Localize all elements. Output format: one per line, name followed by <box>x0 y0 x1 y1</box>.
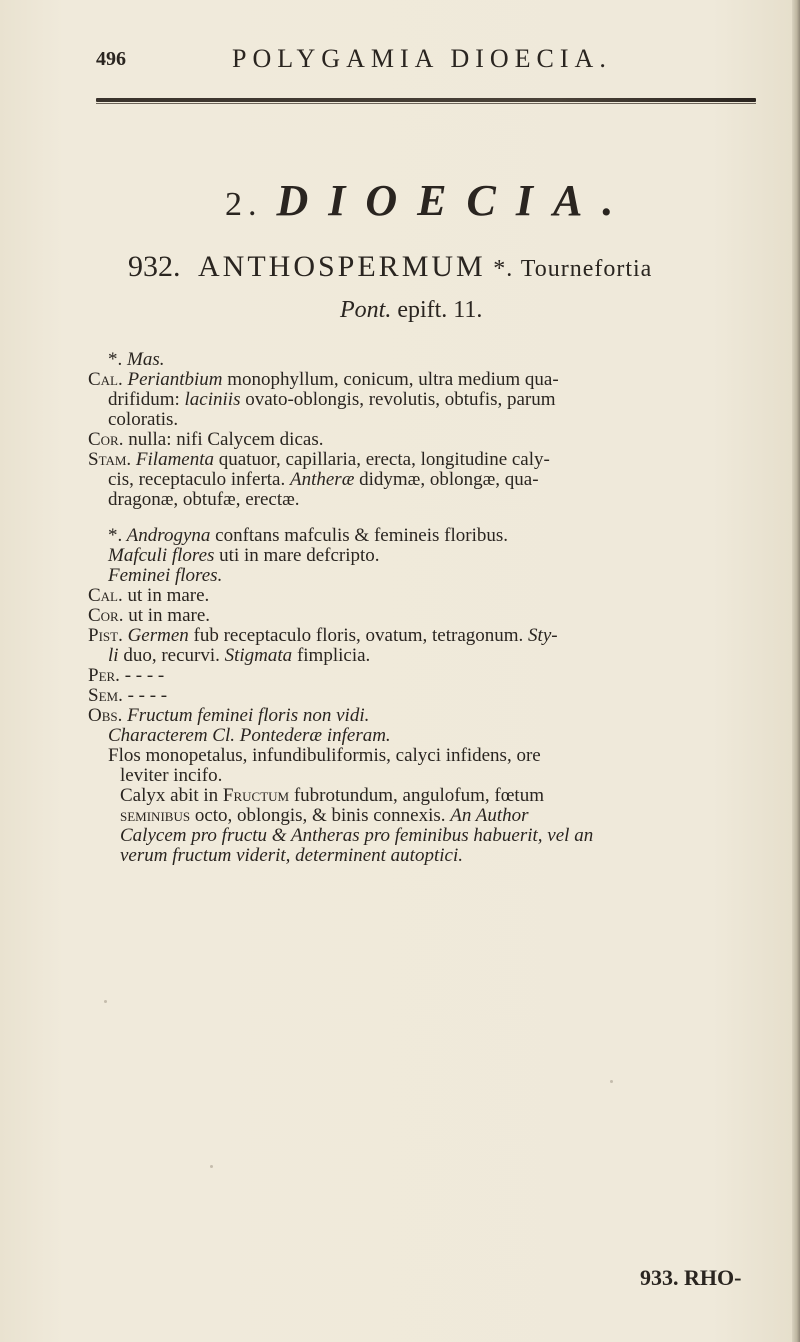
line-cal3 <box>108 410 770 430</box>
term-germen: Germen <box>122 625 189 646</box>
line-masc <box>108 546 770 566</box>
header-rule-thin <box>96 103 756 104</box>
section-title: DIOECIA. <box>276 176 634 225</box>
label-cor: Cor. <box>88 429 124 450</box>
line-calyx3 <box>120 826 770 846</box>
text-span: Fructum feminei floris non vidi. <box>122 705 370 726</box>
line-cor <box>88 430 770 450</box>
asterisk-mark: *. <box>108 349 123 370</box>
paper-speck <box>210 1165 213 1168</box>
description-text <box>88 349 770 866</box>
line-pist <box>88 626 770 646</box>
label-pist: Pist. <box>88 625 123 646</box>
term-sty: Sty- <box>528 625 558 646</box>
term-stigmata: Stigmata <box>224 645 293 666</box>
term-laciniis: laciniis <box>184 389 241 410</box>
label-cal: Cal. <box>88 585 123 606</box>
line-per <box>88 666 770 686</box>
text-span: ovato-oblongis, revolutis, obtufis, parum <box>240 389 556 410</box>
page-edge <box>792 0 800 1342</box>
line-cal <box>88 370 770 390</box>
line-cor-f <box>88 606 770 626</box>
line-calyx <box>120 786 770 806</box>
line-mas <box>108 350 770 370</box>
catchword: 933. RHO- <box>640 1265 742 1290</box>
line-flos2 <box>120 766 770 786</box>
line-cal2 <box>108 390 770 410</box>
genus-synonym: Tournefortia <box>520 256 653 282</box>
genus-number: 932. <box>128 250 181 283</box>
text-span: fub receptaculo floris, ovatum, tetragonum. <box>188 625 529 646</box>
text-span: nulla: nifi Calycem dicas. <box>123 429 324 450</box>
label-cor: Cor. <box>88 605 124 626</box>
text-span: drifidum: <box>108 389 185 410</box>
genus-ref-author: Pont. <box>340 297 392 323</box>
line-obs <box>88 706 770 726</box>
text-span: leviter incifo. <box>120 765 223 786</box>
text-span: uti in mare defcripto. <box>214 545 380 566</box>
text-span: dragonæ, obtufæ, erectæ. <box>108 489 300 510</box>
text-span: didymæ, oblongæ, qua- <box>354 469 539 490</box>
term-li: li <box>108 645 119 666</box>
genus-heading <box>128 250 652 284</box>
section-heading <box>225 175 633 226</box>
line-andro <box>108 526 770 546</box>
paper-speck <box>104 1000 107 1003</box>
term-filamenta: Filamenta <box>131 449 215 470</box>
paper-speck <box>610 1080 613 1083</box>
text-span: monophyllum, conicum, ultra medium qua- <box>222 369 559 390</box>
text-span: duo, recurvi. <box>118 645 225 666</box>
header-rule <box>96 98 756 102</box>
text-span: Flos monopetalus, infundibuliformis, calyci infidens, ore <box>108 745 541 766</box>
text-span: - - - - <box>122 685 168 706</box>
term-seminibus: seminibus <box>120 805 191 826</box>
text-span: Characterem Cl. Pontederæ inferam. <box>108 725 391 746</box>
line-stam3 <box>108 490 770 510</box>
text-span: - - - - <box>119 665 165 686</box>
text-span: Calyx abit in <box>120 785 223 806</box>
genus-mark: *. <box>493 256 514 282</box>
text-span: cis, receptaculo inferta. <box>108 469 290 490</box>
page-number: 496 <box>96 48 126 70</box>
text-span: conftans mafculis & femineis floribus. <box>210 525 508 546</box>
text-span: octo, oblongis, & binis connexis. <box>190 805 451 826</box>
genus-reference <box>340 297 482 324</box>
line-fem <box>108 566 770 586</box>
asterisk-mark: *. <box>108 525 123 546</box>
line-calyx2 <box>120 806 770 826</box>
text-span: ut in mare. <box>122 585 210 606</box>
running-title: POLYGAMIA DIOECIA. <box>232 44 612 73</box>
line-pist2 <box>108 646 770 666</box>
label-stam: Stam. <box>88 449 132 470</box>
term-fructum: Fructum <box>222 785 290 806</box>
label-cal: Cal. <box>88 369 123 390</box>
line-stam2 <box>108 470 770 490</box>
genus-ref-rest: epift. 11. <box>397 297 483 323</box>
label-per: Per. <box>88 665 120 686</box>
label-mas: Mas. <box>127 349 165 370</box>
text-span: quatuor, capillaria, erecta, longitudine caly- <box>214 449 550 470</box>
text-span: Calycem pro fructu & Antheras pro feminibus habuerit, vel an <box>120 825 594 846</box>
spacer <box>108 510 770 526</box>
term-androgyna: Androgyna <box>122 525 211 546</box>
line-cal-f <box>88 586 770 606</box>
term-antherae: Antheræ <box>289 469 355 490</box>
line-stam <box>88 450 770 470</box>
text-span: verum fructum viderit, determinent autoptici. <box>120 845 463 866</box>
line-calyx4 <box>120 846 770 866</box>
term-perianthium: Periantbium <box>122 369 223 390</box>
text-span: fubrotundum, angulofum, fœtum <box>289 785 544 806</box>
line-sem <box>88 686 770 706</box>
text-span: An Author <box>450 805 529 826</box>
line-obs2 <box>108 726 770 746</box>
genus-name: ANTHOSPERMUM <box>198 250 486 283</box>
term-masculi-flores: Mafculi flores <box>108 545 215 566</box>
label-sem: Sem. <box>88 685 123 706</box>
label-obs: Obs. <box>88 705 123 726</box>
text-span: coloratis. <box>108 409 179 430</box>
section-number: 2. <box>225 186 263 223</box>
text-span: ut in mare. <box>123 605 211 626</box>
text-span: fimplicia. <box>292 645 371 666</box>
term-feminei-flores: Feminei flores. <box>108 565 223 586</box>
line-flos <box>108 746 770 766</box>
